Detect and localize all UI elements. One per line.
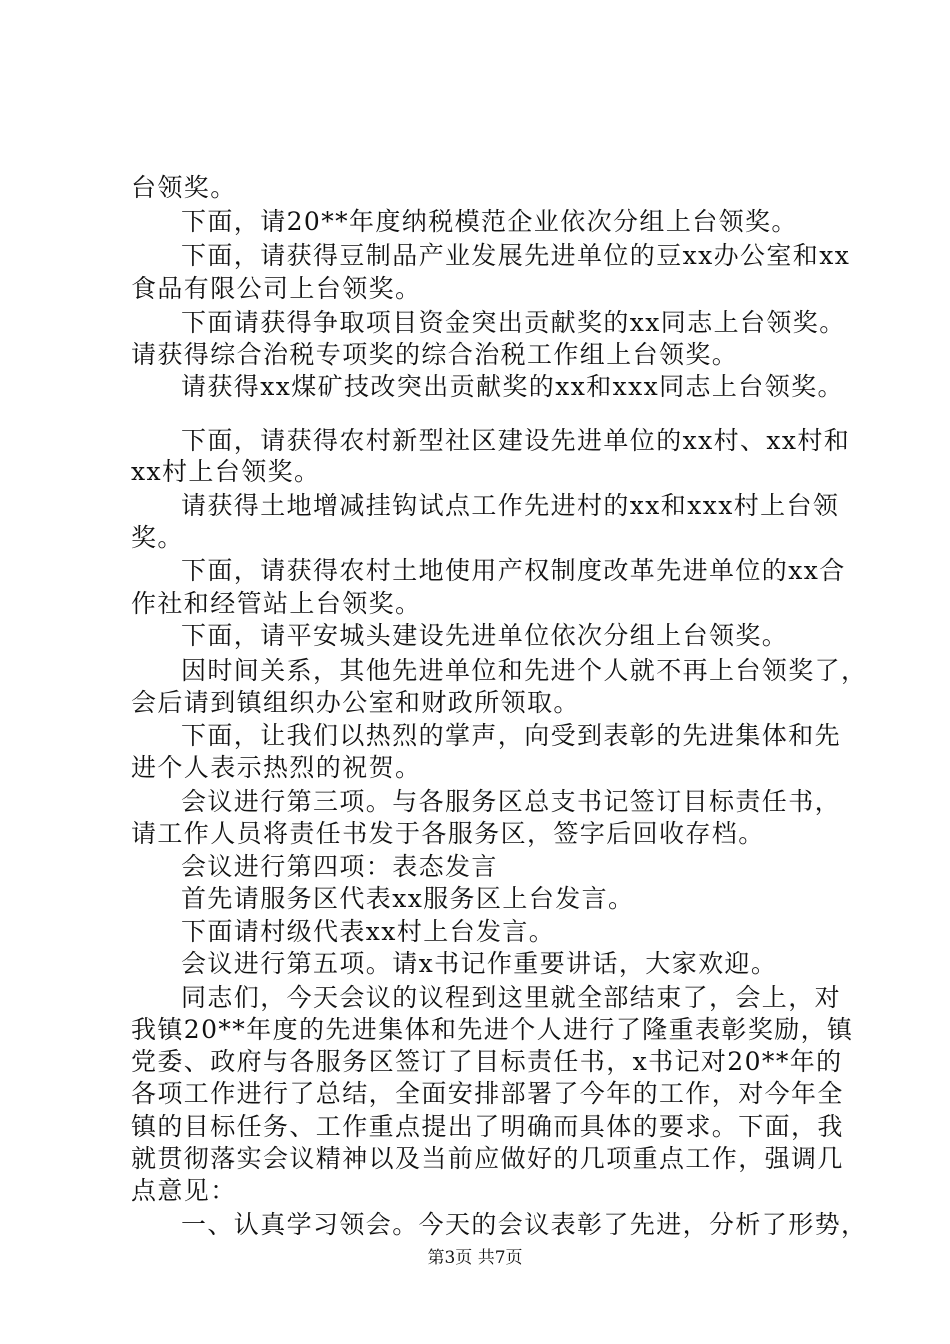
text-line: 请获得xx煤矿技改突出贡献奖的xx和xxx同志上台领奖。 xyxy=(181,372,844,401)
text-line: 首先请服务区代表xx服务区上台发言。 xyxy=(181,884,635,913)
text-line: 奖。 xyxy=(131,523,184,552)
text-line: 会后请到镇组织办公室和财政所领取。 xyxy=(131,688,580,717)
text-line: xx村上台领奖。 xyxy=(131,457,321,486)
text-line: 请获得土地增减挂钩试点工作先进村的xx和xxx村上台领 xyxy=(181,491,840,520)
text-line: 会议进行第四项：表态发言 xyxy=(181,852,498,881)
text-line: 请工作人员将责任书发于各服务区，签字后回收存档。 xyxy=(131,819,765,848)
text-line: 下面，请20**年度纳税模范企业依次分组上台领奖。 xyxy=(181,207,798,236)
text-line: 下面请村级代表xx村上台发言。 xyxy=(181,917,556,946)
text-line: 请获得综合治税专项奖的综合治税工作组上台领奖。 xyxy=(131,340,739,369)
text-line: 下面，请获得豆制品产业发展先进单位的豆xx办公室和xx xyxy=(181,241,851,270)
text-line: 因时间关系，其他先进单位和先进个人就不再上台领奖了， xyxy=(181,656,868,685)
text-line: 同志们，今天会议的议程到这里就全部结束了，会上，对 xyxy=(181,983,842,1012)
text-line: 点意见： xyxy=(131,1176,237,1205)
text-line: 下面，让我们以热烈的掌声，向受到表彰的先进集体和先 xyxy=(181,721,842,750)
text-line: 下面请获得争取项目资金突出贡献奖的xx同志上台领奖。 xyxy=(181,308,846,337)
page-footer: 第3页 共7页 xyxy=(427,1248,523,1268)
text-line: 各项工作进行了总结，全面安排部署了今年的工作，对今年全 xyxy=(131,1079,844,1108)
text-line: 一、认真学习领会。今天的会议表彰了先进，分析了形势， xyxy=(181,1210,868,1239)
text-line: 台领奖。 xyxy=(131,173,237,202)
text-line: 作社和经管站上台领奖。 xyxy=(131,589,422,618)
text-line: 我镇20**年度的先进集体和先进个人进行了隆重表彰奖励，镇 xyxy=(131,1015,854,1044)
text-line: 会议进行第五项。请x书记作重要讲话，大家欢迎。 xyxy=(181,949,778,978)
text-line: 党委、政府与各服务区签订了目标责任书，x书记对20**年的 xyxy=(131,1047,843,1076)
text-line: 下面，请平安城头建设先进单位依次分组上台领奖。 xyxy=(181,621,789,650)
text-line: 下面，请获得农村土地使用产权制度改革先进单位的xx合 xyxy=(181,556,846,585)
text-line: 就贯彻落实会议精神以及当前应做好的几项重点工作，强调几 xyxy=(131,1144,844,1173)
text-line: 镇的目标任务、工作重点提出了明确而具体的要求。下面，我 xyxy=(131,1112,844,1141)
text-line: 下面，请获得农村新型社区建设先进单位的xx村、xx村和 xyxy=(181,426,851,455)
text-line: 进个人表示热烈的祝贺。 xyxy=(131,753,422,782)
text-line: 食品有限公司上台领奖。 xyxy=(131,274,422,303)
text-line: 会议进行第三项。与各服务区总支书记签订目标责任书， xyxy=(181,787,842,816)
